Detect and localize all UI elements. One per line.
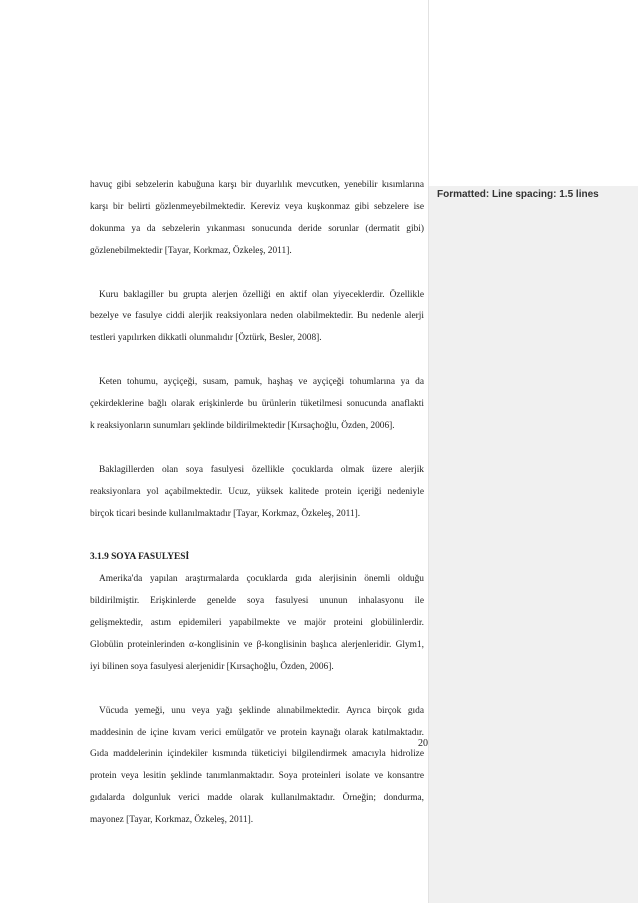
paragraph-soy-usage	[90, 701, 424, 832]
text-line: maddesinin de içine kıvam verici emülgatör ve protein kaynağı olarak katılmaktadır.	[90, 727, 424, 738]
text-line: gelişmektedir, astım epidemileri yapabilmekte ve majör proteini globülinlerdir.	[90, 618, 424, 629]
text-line: mayonez [Tayar, Korkmaz, Özkeleş, 2011].	[90, 815, 254, 826]
formatting-balloon-label: Formatted: Line spacing: 1.5 lines	[437, 189, 599, 200]
document-body[interactable]	[90, 175, 424, 832]
paragraph-soy-intro	[90, 460, 424, 526]
text-line: Vücuda yemeği, unu veya yağı şeklinde alınabilmektedir. Ayrıca birçok gıda	[99, 705, 424, 716]
page-number: 20	[418, 738, 428, 749]
text-line: protein veya lesitin şeklinde tanımlanmaktadır. Soya proteinleri isolate ve konsantre	[90, 771, 424, 782]
paragraph-legumes	[90, 285, 424, 351]
text-line: Keten tohumu, ayçiçeği, susam, pamuk, haşhaş ve ayçiçeği tohumlarına ya da	[99, 377, 424, 388]
text-line: havuç gibi sebzelerin kabuğuna karşı bir duyarlılık mevcutken, yenebilir kısımlarına	[90, 180, 424, 190]
text-line: birçok ticari besinde kullanılmaktadır [Tayar, Korkmaz, Özkeleş, 2011].	[90, 508, 361, 519]
text-line: bezelye ve fasulye ciddi alerjik reaksiyonlara neden olabilmektedir. Bu nedenle alerji	[90, 311, 424, 322]
text-line: gözlenebilmektedir [Tayar, Korkmaz, Özkeleş, 2011].	[90, 245, 292, 256]
section-heading: 3.1.9 SOYA FASULYESİ	[90, 552, 190, 563]
text-line: bildirilmiştir. Erişkinlerde genelde soya fasulyesi ununun inhalasyonu ile	[90, 596, 424, 607]
formatting-balloon[interactable]	[429, 186, 638, 206]
paragraph-vegetables	[90, 175, 424, 263]
text-line: gıdalarda dolgunluk verici madde olarak kullanılmaktadır. Örneğin; dondurma,	[90, 793, 424, 804]
text-line: çekirdeklerine bağlı olarak erişkinlerde bu ürünlerin tüketilmesi sonucunda anaflakti	[90, 399, 424, 410]
text-line: reaksiyonlara yol açabilmektedir. Ucuz, yüksek kalitede protein içeriği nedeniyle	[90, 486, 424, 497]
text-line: dokunma ya da sebzelerin yıkanması sonucunda deride sorunlar (dermatit gibi)	[90, 223, 424, 234]
margin-panel-blank-area	[429, 0, 638, 186]
text-line: testleri yapılırken dikkatli olunmalıdır [Öztürk, Besler, 2008].	[90, 333, 322, 344]
text-line: Gıda maddelerinin içindekiler kısmında tüketiciyi bilgilendirmek amacıyla hidrolize	[90, 749, 424, 760]
paragraph-soy-america	[90, 569, 424, 679]
text-line: Baklagillerden olan soya fasulyesi özellikle çocuklarda olmak üzere alerjik	[99, 464, 424, 475]
paragraph-seeds	[90, 372, 424, 438]
text-line: iyi bilinen soya fasulyesi alerjenidir [Kırsaçhoğlu, Özden, 2006].	[90, 661, 334, 672]
text-line: karşı bir belirti gözlenmeyebilmektedir. Kereviz veya kuşkonmaz gibi sebzelere ise	[90, 201, 424, 212]
comment-margin-panel	[428, 0, 638, 903]
text-line: Globülin proteinlerinden α-konglisinin ve β-konglisinin başlıca alerjenleridir. Glym1,	[90, 639, 424, 650]
text-line: k reaksiyonların sunumları şeklinde bildirilmektedir [Kırsaçhoğlu, Özden, 2006].	[90, 420, 395, 431]
text-line: Amerika'da yapılan araştırmalarda çocuklarda gıda alerjisinin önemli olduğu	[99, 574, 424, 585]
text-line: Kuru baklagiller bu grupta alerjen özelliği en aktif olan yiyeceklerdir. Özellikle	[99, 289, 424, 300]
